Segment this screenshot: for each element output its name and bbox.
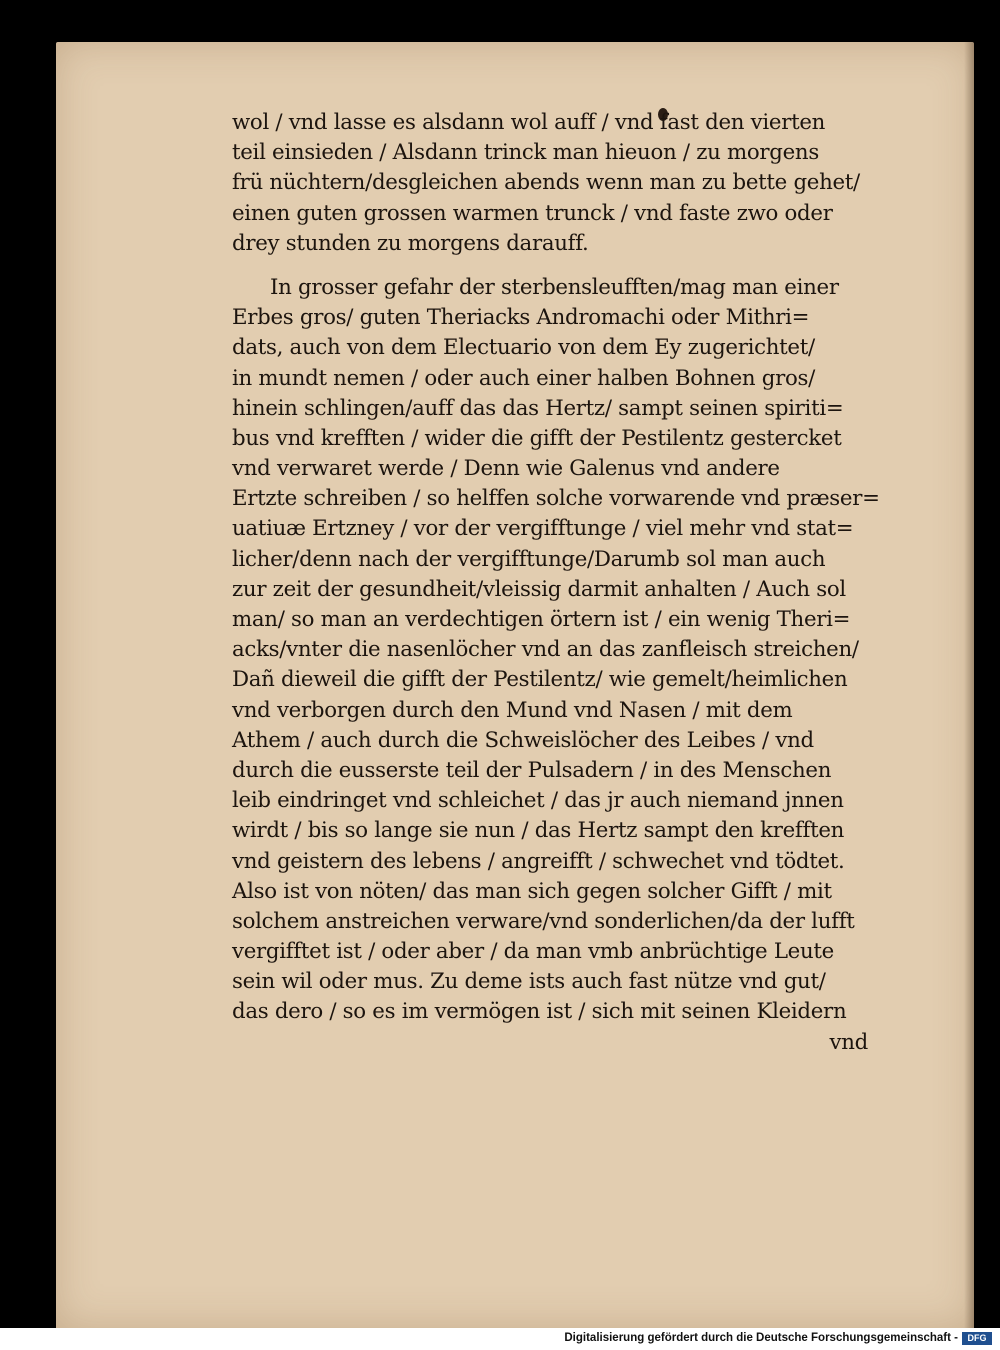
- text-line: frü nüchtern/desgleichen abends wenn man zu bette gehet/: [232, 170, 860, 196]
- page-text: [232, 108, 880, 1058]
- footer-bar: [0, 1328, 1000, 1350]
- dfg-logo: DFG: [962, 1332, 992, 1345]
- text-line: bus vnd krefften / wider die gifft der Pestilentz gestercket: [232, 425, 842, 451]
- text-line: durch die eusserste teil der Pulsadern / in des Menschen: [232, 757, 832, 783]
- text-line: zur zeit der gesundheit/vleissig darmit anhalten / Auch sol: [232, 576, 846, 602]
- text-line: licher/denn nach der vergifftunge/Darumb sol man auch: [232, 546, 826, 572]
- text-line: hinein schlingen/auff das das Hertz/ sampt seinen spiriti=: [232, 395, 844, 421]
- text-line: sein wil oder mus. Zu deme ists auch fast nütze vnd gut/: [232, 969, 826, 995]
- text-line: teil einsieden / Alsdann trinck man hieuon / zu morgens: [232, 140, 819, 166]
- text-line: vnd geistern des lebens / angreifft / schwechet vnd tödtet.: [232, 848, 845, 874]
- paragraph-gap: [232, 259, 872, 273]
- funding-credit: Digitalisierung gefördert durch die Deutsche Forschungsgemeinschaft -: [564, 1332, 958, 1344]
- text-line: dats, auch von dem Electuario von dem Ey zugerichtet/: [232, 335, 815, 361]
- text-line: Erbes gros/ guten Theriacks Andromachi oder Mithri=: [232, 305, 810, 331]
- text-line: Also ist von nöten/ das man sich gegen solcher Gifft / mit: [232, 878, 832, 904]
- catchword: vnd: [829, 1029, 868, 1055]
- text-line: das dero / so es im vermögen ist / sich mit seinen Kleidern: [232, 999, 847, 1025]
- text-line: vnd verborgen durch den Mund vnd Nasen / mit dem: [232, 697, 793, 723]
- text-line: uatiuæ Ertzney / vor der vergifftunge / viel mehr vnd stat=: [232, 516, 854, 542]
- text-line: solchem anstreichen verware/vnd sonderlichen/da der lufft: [232, 908, 855, 934]
- text-line: in mundt nemen / oder auch einer halben Bohnen gros/: [232, 365, 816, 391]
- text-line: Dañ dieweil die gifft der Pestilentz/ wie gemelt/heimlichen: [232, 667, 848, 693]
- page-edge-shadow: [964, 42, 974, 1328]
- text-line: drey stunden zu morgens darauff.: [232, 230, 589, 256]
- text-line: wirdt / bis so lange sie nun / das Hertz sampt den krefften: [232, 818, 845, 844]
- text-line: man/ so man an verdechtigen örtern ist / ein wenig Theri=: [232, 607, 851, 632]
- text-line: acks/vnter die nasenlöcher vnd an das zanfleisch streichen/: [232, 637, 859, 663]
- text-line: Athem / auch durch die Schweislöcher des Leibes / vnd: [232, 727, 814, 753]
- text-line: wol / vnd lasse es alsdann wol auff / vnd fast den vierten: [232, 110, 826, 135]
- text-line: vergifftet ist / oder aber / da man vmb anbrüchtige Leute: [232, 939, 834, 965]
- text-line: Ertzte schreiben / so helffen solche vorwarende vnd præser=: [232, 486, 880, 512]
- text-line: In grosser gefahr der sterbensleufften/mag man einer: [270, 274, 839, 300]
- text-line: leib eindringet vnd schleichet / das jr auch niemand jnnen: [232, 788, 844, 814]
- text-line: vnd verwaret werde / Denn wie Galenus vnd andere: [232, 456, 780, 482]
- text-line: einen guten grossen warmen trunck / vnd faste zwo oder: [232, 200, 833, 226]
